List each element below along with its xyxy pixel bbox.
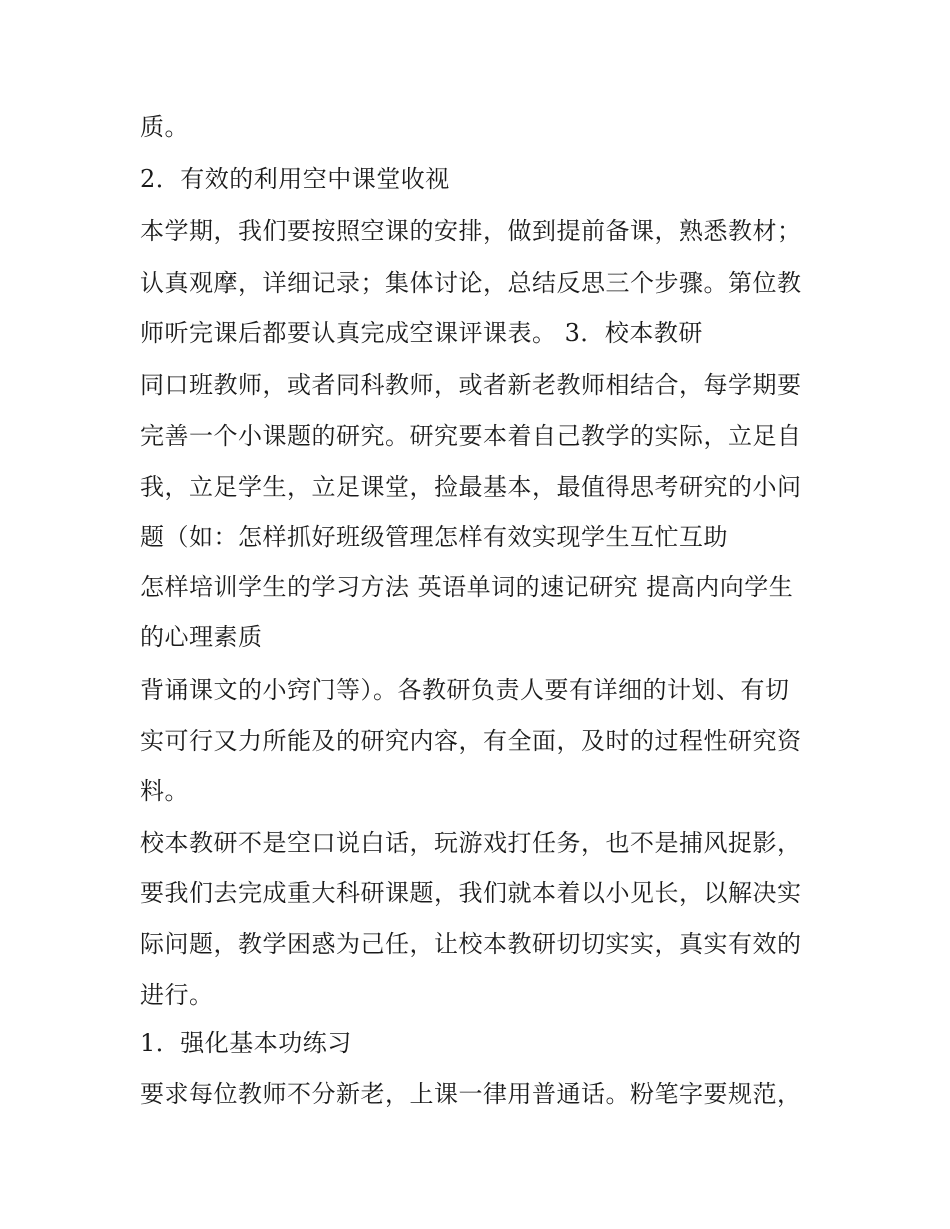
text-line: 怎样培训学生的学习方法 英语单词的速记研究 提高内向学生 xyxy=(140,573,794,601)
text-line: 进行。 xyxy=(140,981,214,1009)
section-heading: 1．强化基本功练习 xyxy=(140,1029,352,1057)
text-line: 校本教研不是空口说白话，玩游戏打任务，也不是捕风捉影， xyxy=(140,829,802,857)
text-line: 认真观摩，详细记录；集体讨论，总结反思三个步骤。第位教 xyxy=(140,269,802,297)
text-line: 质。 xyxy=(140,113,189,141)
text-line: 际问题，教学困惑为己任，让校本教研切切实实，真实有效的 xyxy=(140,930,802,958)
text-line: 题（如：怎样抓好班级管理怎样有效实现学生互忙互助 xyxy=(140,523,728,551)
text-line: 料。 xyxy=(140,777,189,805)
text-line: 要求每位教师不分新老，上课一律用普通话。粉笔字要规范， xyxy=(140,1080,802,1108)
text-line: 要我们去完成重大科研课题，我们就本着以小见长，以解决实 xyxy=(140,879,802,907)
text-line: 师听完课后都要认真完成空课评课表。 3．校本教研 xyxy=(140,319,703,347)
section-heading: 2．有效的利用空中课堂收视 xyxy=(140,165,450,193)
text-line: 我，立足学生，立足课堂，捡最基本，最值得思考研究的小问 xyxy=(140,473,802,501)
text-line: 实可行又力所能及的研究内容，有全面，及时的过程性研究资 xyxy=(140,727,802,755)
text-line: 本学期，我们要按照空课的安排，做到提前备课，熟悉教材； xyxy=(140,217,802,245)
text-line: 完善一个小课题的研究。研究要本着自己教学的实际，立足自 xyxy=(140,422,802,450)
text-line: 背诵课文的小窍门等）。各教研负责人要有详细的计划、有切 xyxy=(140,676,790,704)
text-line: 同口班教师，或者同科教师，或者新老教师相结合，每学期要 xyxy=(140,371,802,399)
text-line: 的心理素质 xyxy=(140,623,263,651)
